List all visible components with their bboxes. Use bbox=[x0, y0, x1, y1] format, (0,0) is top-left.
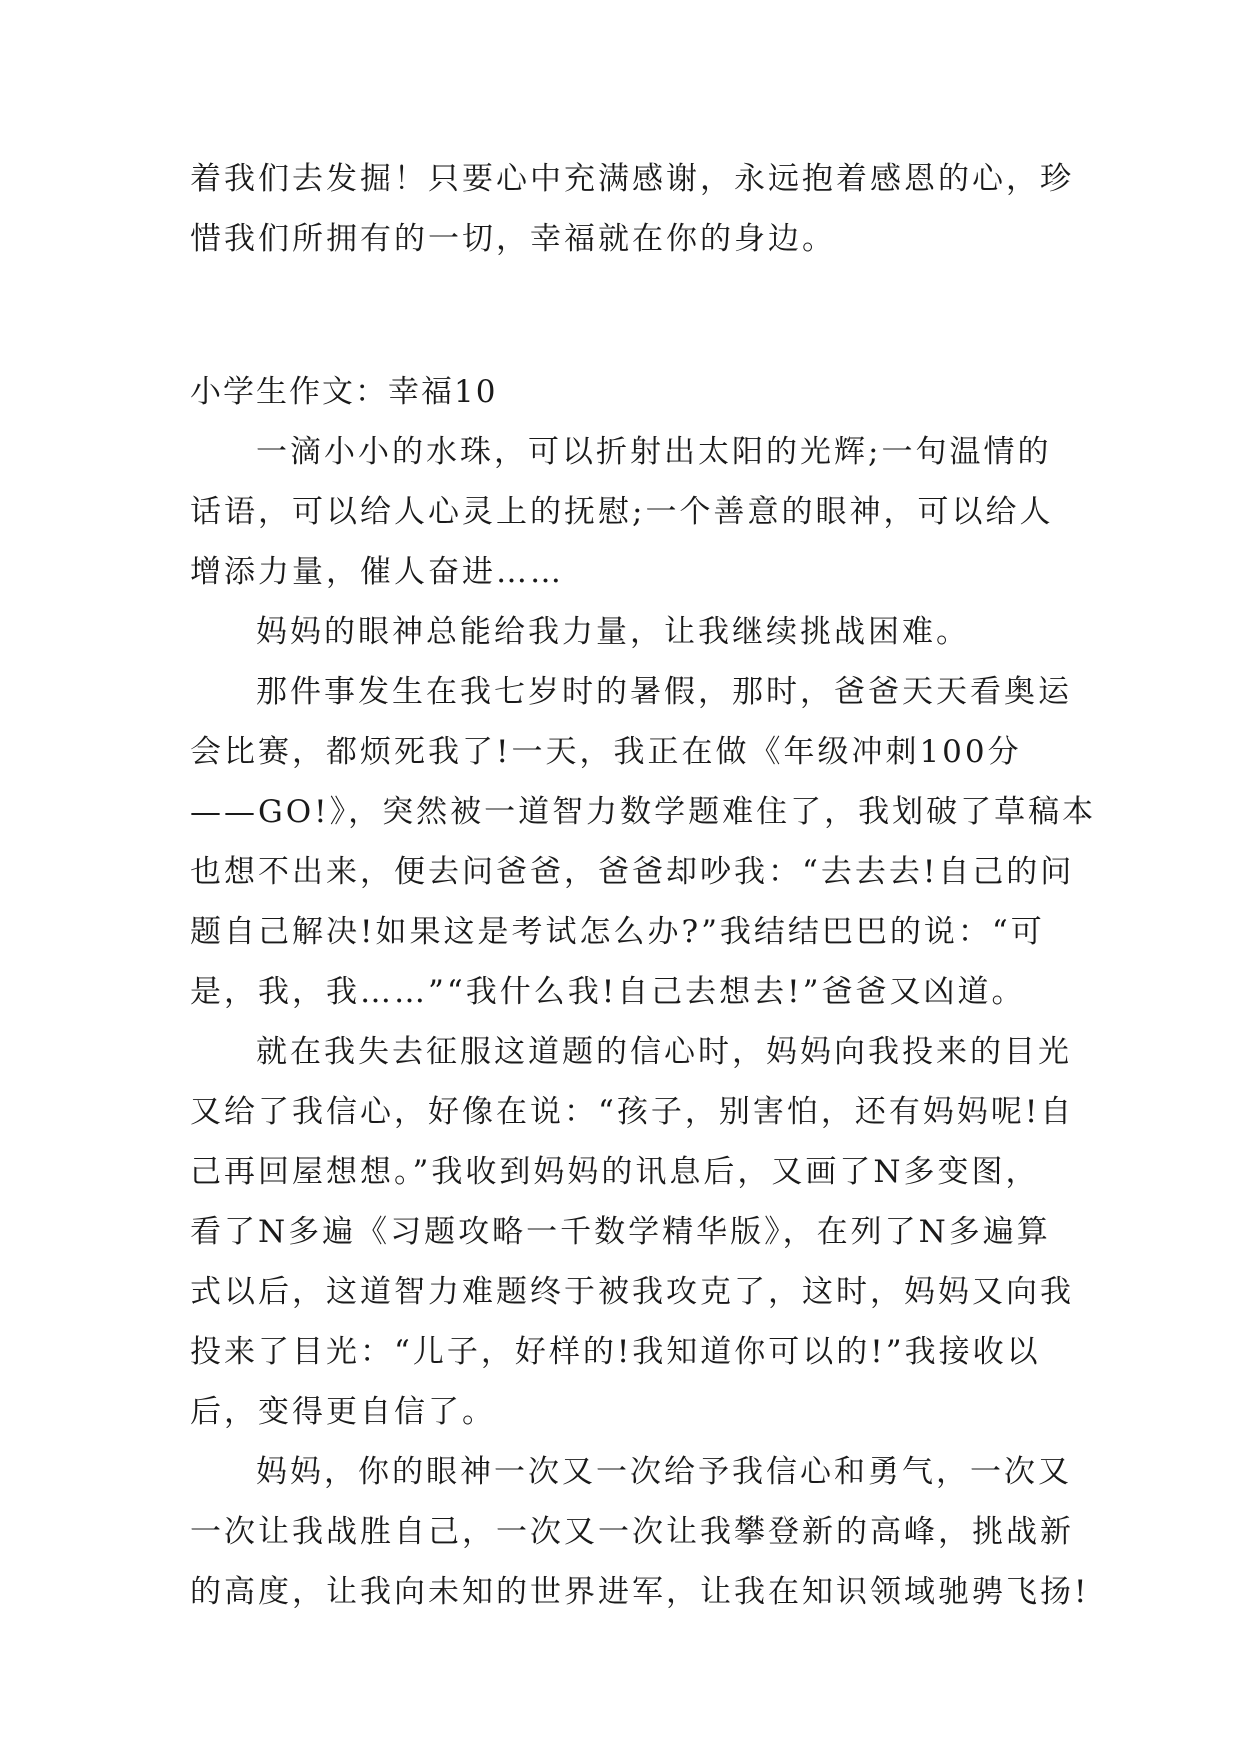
text-line: 话语，可以给人心灵上的抚慰;一个善意的眼神，可以给人 bbox=[190, 494, 1054, 530]
paragraph-1 bbox=[190, 422, 1054, 602]
text-line: 惜我们所拥有的一切，幸福就在你的身边。 bbox=[190, 221, 836, 257]
text-line: 是，我，我……”“我什么我!自己去想去!”爸爸又凶道。 bbox=[190, 974, 1026, 1010]
text-line: 题自己解决!如果这是考试怎么办?”我结结巴巴的说：“可 bbox=[190, 914, 1045, 950]
text-line: 一次让我战胜自己，一次又一次让我攀登新的高峰，挑战新 bbox=[190, 1514, 1074, 1550]
text-line: 妈妈的眼神总能给我力量，让我继续挑战困难。 bbox=[256, 614, 970, 650]
text-line: 增添力量，催人奋进…… bbox=[190, 554, 564, 590]
paragraph-3 bbox=[190, 662, 1097, 1022]
paragraph-4 bbox=[190, 1022, 1075, 1442]
text-line: 会比赛，都烦死我了!一天，我正在做《年级冲刺100分 bbox=[190, 734, 1022, 770]
text-line: 就在我失去征服这道题的信心时，妈妈向我投来的目光 bbox=[256, 1034, 1072, 1070]
text-line: 投来了目光：“儿子，好样的!我知道你可以的!”我接收以 bbox=[190, 1334, 1041, 1370]
text-line: 妈妈，你的眼神一次又一次给予我信心和勇气，一次又 bbox=[256, 1454, 1072, 1490]
text-line: 也想不出来，便去问爸爸，爸爸却吵我：“去去去!自己的问 bbox=[190, 854, 1075, 890]
text-line: 又给了我信心，好像在说：“孩子，别害怕，还有妈妈呢!自 bbox=[190, 1094, 1075, 1130]
essay-body bbox=[190, 149, 1097, 1622]
text-line: 看了N多遍《习题攻略一千数学精华版》，在列了N多遍算 bbox=[190, 1214, 1051, 1250]
text-line: ——GO!》，突然被一道智力数学题难住了，我划破了草稿本 bbox=[190, 794, 1097, 830]
text-line: 式以后，这道智力难题终于被我攻克了，这时，妈妈又向我 bbox=[190, 1274, 1074, 1310]
section-spacer bbox=[190, 269, 1050, 362]
closing-paragraph bbox=[190, 149, 1074, 269]
text-line: 着我们去发掘！只要心中充满感谢，永远抱着感恩的心，珍 bbox=[190, 161, 1074, 197]
text-line: 己再回屋想想。”我收到妈妈的讯息后，又画了N多变图， bbox=[190, 1154, 1040, 1190]
text-line: 的高度，让我向未知的世界进军，让我在知识领域驰骋飞扬! bbox=[190, 1574, 1090, 1610]
text-line: 那件事发生在我七岁时的暑假，那时，爸爸天天看奥运 bbox=[256, 674, 1072, 710]
essay-title: 小学生作文：幸福10 bbox=[190, 374, 498, 410]
paragraph-5 bbox=[190, 1442, 1090, 1622]
text-line: 后，变得更自信了。 bbox=[190, 1394, 496, 1430]
paragraph-2 bbox=[190, 602, 1050, 662]
text-line: 一滴小小的水珠，可以折射出太阳的光辉;一句温情的 bbox=[256, 434, 1052, 470]
